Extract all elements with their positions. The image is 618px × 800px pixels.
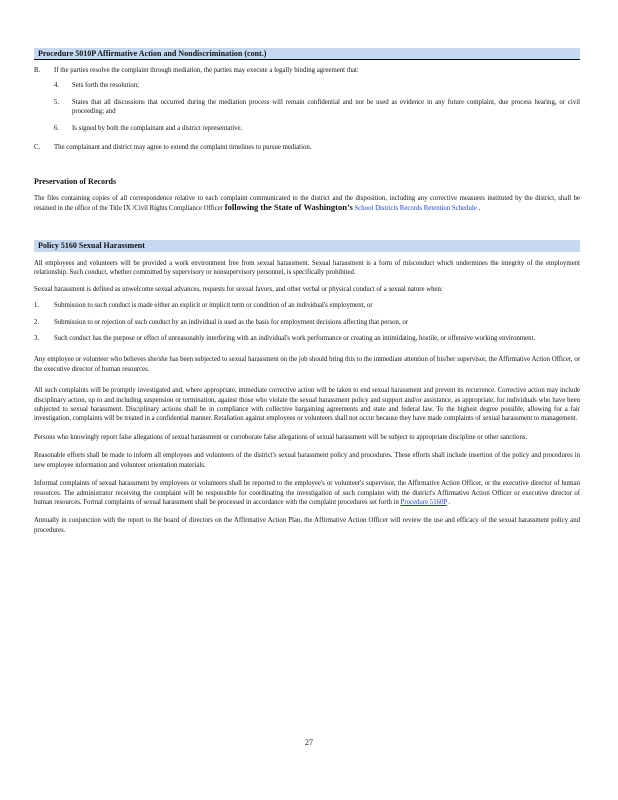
policy-body <box>34 259 580 535</box>
paragraph: Sexual harassment is defined as unwelcome sexual advances, requests for sexual favors, and other verbal or physical conduct of a sexual nature when: <box>34 285 443 293</box>
list-item: 2. Submission to or rejection of such conduct by an individual is used as the basis for employment decisions affecting that person, or <box>34 318 408 326</box>
item-b-text: If the parties resolve the complaint through mediation, the parties may execute a legally binding agreement that: <box>54 67 359 74</box>
mediation-section <box>34 66 580 152</box>
item-c-text: The complainant and district may agree to extend the complaint timelines to pursue mediation. <box>54 144 312 152</box>
page-number: 27 <box>305 738 313 747</box>
paragraph: Persons who knowingly report false allegations of sexual harassment or corroborate false allegations of sexual harassment will be subject to appropriate discipline or other sanctions. <box>34 433 528 441</box>
paragraph: Reasonable efforts shall be made to inform all employees and volunteers of the district's sexual harassment policy and procedures. These efforts shall include insertion of the policy and procedures in new employee information and volunteer orientation materials. <box>34 452 580 469</box>
list-item: 1. Submission to such conduct is made either an explicit or implicit term or condition of an individual's employment, or <box>34 302 373 310</box>
records-retention-link[interactable]: School Districts Records Retention Schedule <box>354 205 477 213</box>
item-b-label: B. <box>34 67 41 74</box>
section-header-policy-5160: Policy 5160 Sexual Harassment <box>34 240 580 252</box>
paragraph: All employees and volunteers will be provided a work environment free from sexual harassment. Sexual harassment is a form of misconduct which undermines the integrity of the employment relationship. Such conduct, whether committed by supervisory or nonsupervisory personnel, is specifically prohibited. <box>34 260 580 277</box>
preservation-paragraph: The files containing copies of all correspondence relative to each complaint communicated to the district and the disposition, including any corrective measures instituted by the district, shall be retained in the office of the Title IX /Civil Rights Compliance Officer following the State of Washington’s School Districts Records Retention Schedule . <box>34 195 580 213</box>
paragraph: Any employee or volunteer who believes she/she has been subjected to sexual harassment on the job should bring this to the immediate attention of his/her supervisor, the Affirmative Action Officer, or the executive director of human resources. <box>34 356 580 373</box>
list-item: 5. States that all discussions that occurred during the mediation process will remain confidential and not be used as evidence in any future complaint, due process hearing, or civil proceeding; and <box>54 98 580 116</box>
preservation-heading: Preservation of Records <box>34 177 117 186</box>
item-c <box>34 143 580 152</box>
paragraph: All such complaints will be promptly investigated and, where appropriate, immediate corrective action will be taken to end sexual harassment and prevent its recurrence. Corrective action may include disciplinary action, up to and including suspension or termination, against those who violate the sexual harassment policy and support and/or assistance, as appropriate, for individuals who have been subjected to sexual harassment. Disciplinary actions shall be in compliance with collective bargaining agreements and state and federal law. To the highest degree possible, allowing for a fair investigation, complaints will be treated in a confidential manner. Retaliation against employees or volunteers shall not occur because they have made complaints of sexual harassment to management. <box>34 387 580 423</box>
procedure-5160p-link[interactable]: Procedure 5160P <box>400 498 447 506</box>
paragraph: Annually in conjunction with the report to the board of directors on the Affirmative Action Plan, the Affirmative Action Officer will review the use and efficacy of the sexual harassment policy and procedures. <box>34 517 580 534</box>
list-item: 4. Sets forth the resolution; <box>54 82 140 90</box>
list-item: 3. Such conduct has the purpose or effect of unreasonably interfering with an individual's work performance or creating an intimidating, hostile, or offensive working environment. <box>34 335 536 343</box>
item-b <box>34 66 580 75</box>
section-header-procedure-5010p: Procedure 5010P Affirmative Action and Nondiscrimination (cont.) <box>34 48 580 60</box>
paragraph: Informal complaints of sexual harassment by employees or volunteers shall be reported to the employee's or volunteer's supervisor, the Affirmative Action Officer, or the executive director of human resources. The administrator receiving the complaint will be responsible for coordinating the investigation of such complaint with the district's Affirmative Action Officer or executive director of human resources. Formal complaints of sexual harassment shall be processed in accordance with the complaint procedures set forth in Procedure 5160P . <box>34 480 580 506</box>
item-c-label: C. <box>34 144 41 152</box>
list-item: 6. Is signed by both the complainant and a district representative. <box>54 124 243 132</box>
